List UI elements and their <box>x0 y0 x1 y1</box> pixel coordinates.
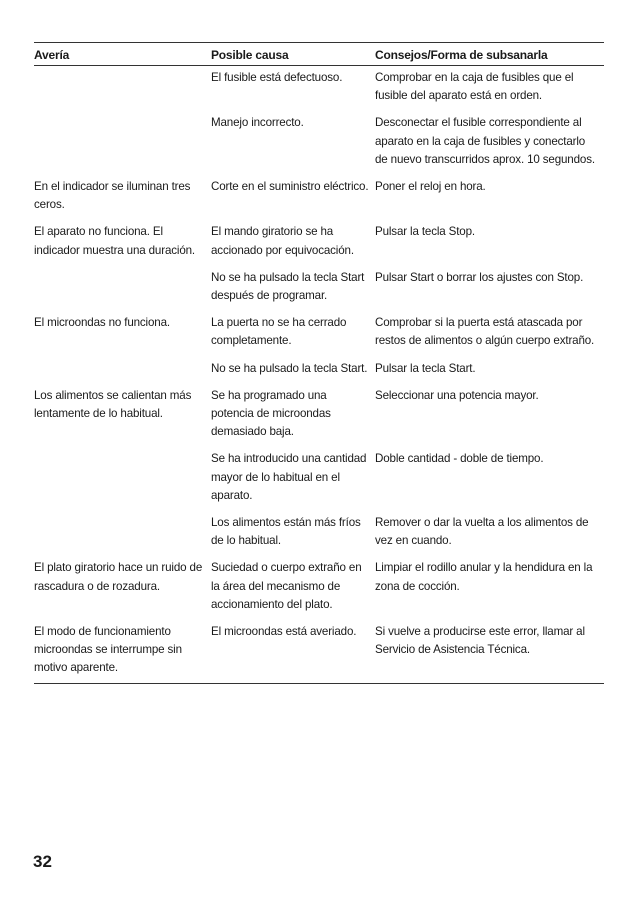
cause-cell: No se ha pulsado la tecla Start. <box>211 361 368 375</box>
fault-cell <box>34 66 211 106</box>
table-row <box>34 66 604 106</box>
remedy-cell: Desconectar el fusible correspondiente al aparato en la caja de fusibles y conectarlo de nuevo transcurridos aprox. 10 segundos. <box>375 116 595 166</box>
fault-cell: El aparato no funciona. El indicador muestra una duración. <box>34 225 195 257</box>
table-body <box>34 66 604 684</box>
cause-cell: Corte en el suministro eléctrico. <box>211 180 369 194</box>
fault-cell <box>34 505 211 550</box>
table-row <box>34 105 604 169</box>
fault-cell <box>34 260 211 305</box>
header-cause: Posible causa <box>211 43 375 66</box>
table-row <box>34 305 604 350</box>
table-row <box>34 614 604 683</box>
table-row <box>34 505 604 550</box>
cause-cell: No se ha pulsado la tecla Start después de programar. <box>211 270 365 303</box>
remedy-cell: Limpiar el rodillo anular y la hendidura en la zona de cocción. <box>375 561 593 593</box>
table-row <box>34 441 604 505</box>
remedy-cell: Doble cantidad - doble de tiempo. <box>375 452 544 466</box>
cause-cell: El fusible está defectuoso. <box>211 71 343 84</box>
cause-cell: Se ha introducido una cantidad mayor de lo habitual en el aparato. <box>211 452 367 502</box>
troubleshooting-table <box>34 42 604 684</box>
remedy-cell: Poner el reloj en hora. <box>375 180 486 194</box>
remedy-cell: Comprobar si la puerta está atascada por restos de alimentos o algún cuerpo extraño. <box>375 316 595 348</box>
fault-cell: El microondas no funciona. <box>34 316 170 330</box>
cause-cell: Suciedad o cuerpo extraño en la área del mecanismo de accionamiento del plato. <box>211 561 362 611</box>
cause-cell: Manejo incorrecto. <box>211 116 304 130</box>
cause-cell: El microondas está averiado. <box>211 614 375 683</box>
table-header <box>34 43 604 66</box>
remedy-cell: Pulsar la tecla Stop. <box>375 225 475 239</box>
cause-cell: La puerta no se ha cerrado completamente. <box>211 316 347 348</box>
cause-cell: El mando giratorio se ha accionado por equivocación. <box>211 225 354 257</box>
table-row <box>34 550 604 614</box>
table-row <box>34 214 604 259</box>
fault-cell <box>34 441 211 505</box>
remedy-cell: Remover o dar la vuelta a los alimentos de vez en cuando. <box>375 516 589 548</box>
header-fault: Avería <box>34 43 211 66</box>
fault-cell: El modo de funcionamiento microondas se interrumpe sin motivo aparente. <box>34 614 211 683</box>
fault-cell: En el indicador se iluminan tres ceros. <box>34 180 191 212</box>
remedy-cell: Pulsar Start o borrar los ajustes con Stop. <box>375 270 584 284</box>
cause-cell: Los alimentos están más fríos de lo habitual. <box>211 516 361 548</box>
remedy-cell: Pulsar la tecla Start. <box>375 361 476 375</box>
fault-cell: El plato giratorio hace un ruido de rascadura o de rozadura. <box>34 561 203 593</box>
remedy-cell: Si vuelve a producirse este error, llamar al Servicio de Asistencia Técnica. <box>375 614 604 683</box>
fault-cell <box>34 351 211 378</box>
table-row <box>34 260 604 305</box>
remedy-cell: Seleccionar una potencia mayor. <box>375 388 539 402</box>
table-row <box>34 378 604 442</box>
header-remedy: Consejos/Forma de subsanarla <box>375 43 604 66</box>
table-row <box>34 169 604 214</box>
table-row <box>34 351 604 378</box>
remedy-cell: Comprobar en la caja de fusibles que el fusible del aparato está en orden. <box>375 71 574 103</box>
fault-cell <box>34 105 211 169</box>
fault-cell: Los alimentos se calientan más lentamente de lo habitual. <box>34 388 192 421</box>
header-row <box>34 43 604 66</box>
page-number: 32 <box>33 852 52 871</box>
cause-cell: Se ha programado una potencia de microondas demasiado baja. <box>211 388 331 439</box>
